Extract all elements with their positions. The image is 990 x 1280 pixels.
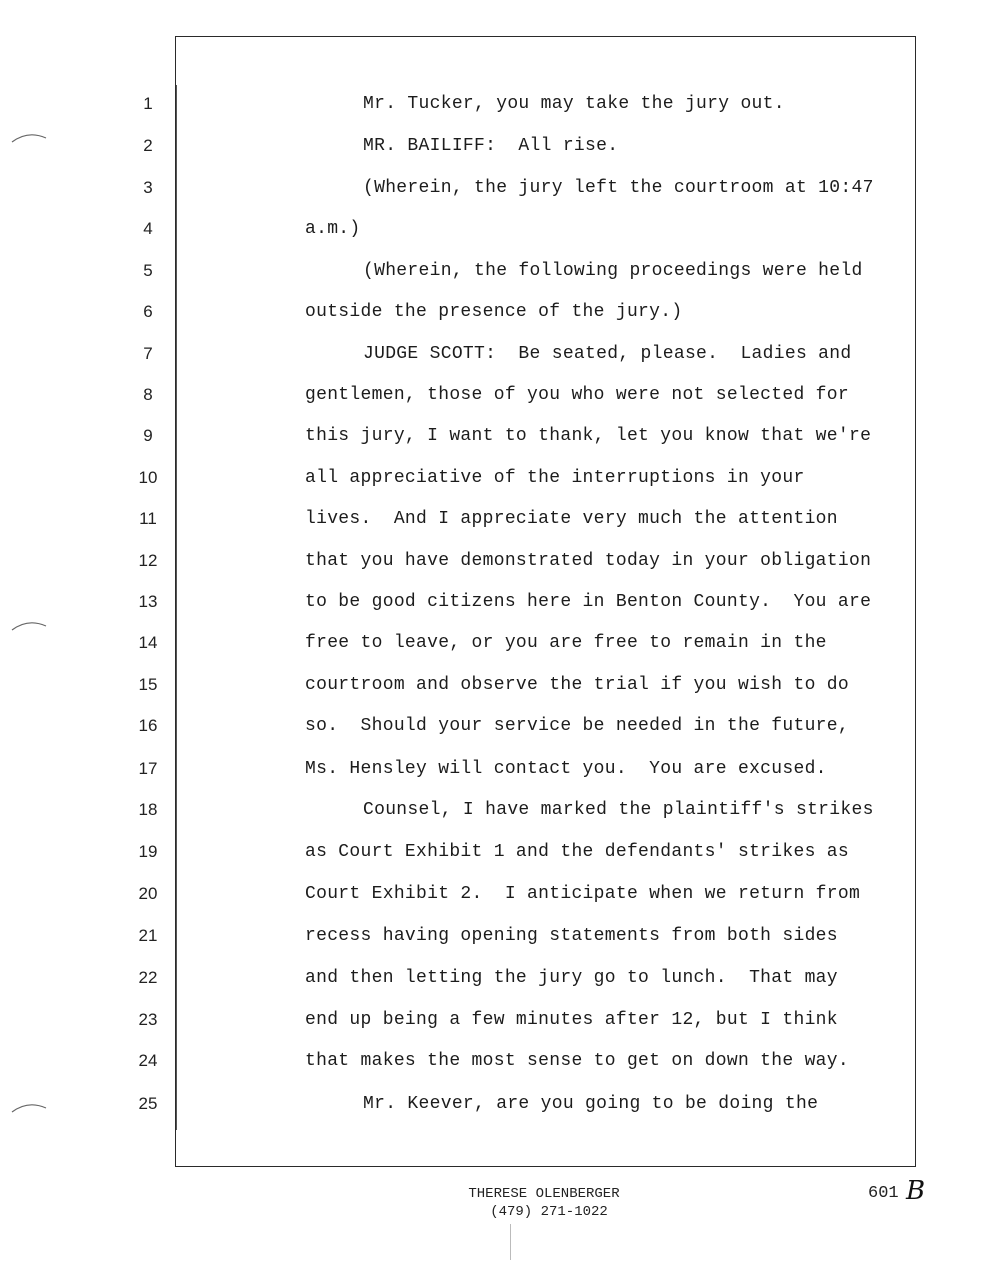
transcript-line: JUDGE SCOTT: Be seated, please. Ladies and xyxy=(363,344,852,364)
line-number: 18 xyxy=(138,800,158,819)
line-number: 20 xyxy=(138,884,158,903)
transcript-line: a.m.) xyxy=(305,219,361,239)
transcript-line: and then letting the jury go to lunch. That may xyxy=(305,968,838,988)
transcript-line: recess having opening statements from both sides xyxy=(305,926,838,946)
line-number: 7 xyxy=(143,344,153,363)
line-number: 13 xyxy=(138,592,158,611)
line-number: 4 xyxy=(143,219,153,238)
line-number: 23 xyxy=(138,1010,158,1029)
line-number: 1 xyxy=(143,94,153,113)
transcript-line: (Wherein, the jury left the courtroom at 10:47 xyxy=(363,178,874,198)
transcript-line: to be good citizens here in Benton County. You are xyxy=(305,592,872,612)
transcript-line: courtroom and observe the trial if you wish to do xyxy=(305,675,849,695)
line-number: 3 xyxy=(143,178,153,197)
transcript-line: all appreciative of the interruptions in your xyxy=(305,468,805,488)
line-number: 8 xyxy=(143,385,153,404)
line-number: 15 xyxy=(138,675,158,694)
transcript-line: gentlemen, those of you who were not selected for xyxy=(305,385,849,405)
transcript-line: Ms. Hensley will contact you. You are excused. xyxy=(305,759,827,779)
center-fold-mark xyxy=(510,1224,511,1260)
line-number: 17 xyxy=(138,759,158,778)
transcript-line: Mr. Keever, are you going to be doing the xyxy=(363,1094,819,1114)
line-number: 12 xyxy=(138,551,158,570)
line-number: 5 xyxy=(143,261,153,280)
line-number: 16 xyxy=(138,716,158,735)
page-number: 601 xyxy=(868,1184,899,1203)
line-number: 22 xyxy=(138,968,158,987)
transcript-line: that you have demonstrated today in your obligation xyxy=(305,551,872,571)
line-number: 19 xyxy=(138,842,158,861)
line-number: 9 xyxy=(143,426,153,445)
binder-hole-mark-icon xyxy=(10,130,50,144)
line-number: 6 xyxy=(143,302,153,321)
binder-hole-mark-icon xyxy=(10,618,50,632)
line-number: 10 xyxy=(138,468,158,487)
line-number: 14 xyxy=(138,633,158,652)
transcript-line: MR. BAILIFF: All rise. xyxy=(363,136,619,156)
page-letter-mark: B xyxy=(906,1176,926,1206)
line-number: 25 xyxy=(138,1094,158,1113)
court-reporter-phone: (479) 271-1022 xyxy=(490,1204,608,1220)
transcript-line: this jury, I want to thank, let you know that we're xyxy=(305,426,872,446)
line-number: 11 xyxy=(139,509,157,528)
transcript-line: as Court Exhibit 1 and the defendants' strikes as xyxy=(305,842,849,862)
transcript-line: lives. And I appreciate very much the attention xyxy=(305,509,838,529)
line-number: 24 xyxy=(138,1051,158,1070)
transcript-line: outside the presence of the jury.) xyxy=(305,302,683,322)
transcript-line: that makes the most sense to get on down the way. xyxy=(305,1051,849,1071)
transcript-line: Counsel, I have marked the plaintiff's strikes xyxy=(363,800,874,820)
transcript-line: (Wherein, the following proceedings were held xyxy=(363,261,863,281)
transcript-line: Mr. Tucker, you may take the jury out. xyxy=(363,94,785,114)
transcript-line: so. Should your service be needed in the future, xyxy=(305,716,849,736)
court-reporter-name: THERESE OLENBERGER xyxy=(468,1186,620,1202)
line-number-rule xyxy=(176,85,177,1130)
transcript-line: free to leave, or you are free to remain in the xyxy=(305,633,827,653)
line-number: 2 xyxy=(143,136,153,155)
line-number: 21 xyxy=(138,926,158,945)
transcript-line: end up being a few minutes after 12, but I think xyxy=(305,1010,838,1030)
binder-hole-mark-icon xyxy=(10,1100,50,1114)
transcript-line: Court Exhibit 2. I anticipate when we return from xyxy=(305,884,861,904)
